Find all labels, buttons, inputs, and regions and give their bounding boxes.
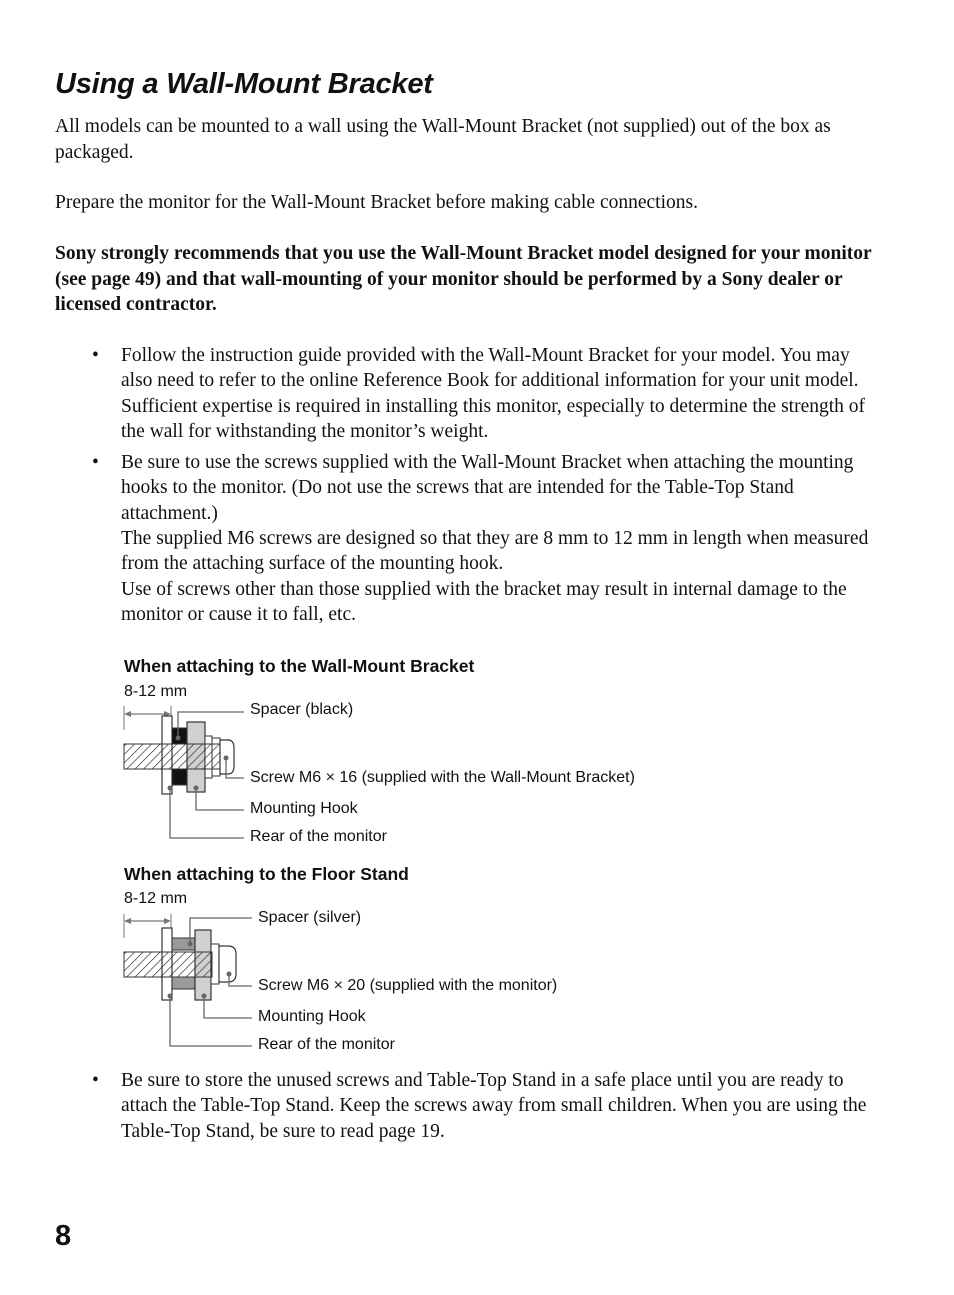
figure-wall-rear-label: Rear of the monitor <box>250 828 387 845</box>
leader-dot <box>227 972 232 977</box>
screw-head-part <box>219 946 236 982</box>
spacer-part <box>172 977 195 989</box>
leader-dot <box>188 942 193 947</box>
bullet-list <box>0 343 883 633</box>
list-item <box>0 450 883 627</box>
page-title: Using a Wall-Mount Bracket <box>55 68 433 100</box>
leader-line <box>170 996 252 1046</box>
figure-wall-hook-label: Mounting Hook <box>250 800 358 817</box>
screw-shaft-part <box>124 952 212 977</box>
recommendation-paragraph: Sony strongly recommends that you use the Wall-Mount Bracket model designed for your monitor (see page 49) and that wall-mounting of your monitor should be performed by a Sony dealer or licensed contractor. <box>55 243 872 315</box>
bullet-symbol: • <box>92 1070 99 1091</box>
leader-dot <box>176 736 181 741</box>
floor-stand-diagram <box>0 908 260 1058</box>
page-number: 8 <box>55 1220 72 1252</box>
screw-shaft-part <box>124 744 220 769</box>
leader-dot <box>168 994 173 999</box>
figure-wall-screw-label: Screw M6 × 16 (supplied with the Wall-Mount Bracket) <box>250 769 635 786</box>
figure-floor-rear-label: Rear of the monitor <box>258 1036 395 1053</box>
bullet-text: Follow the instruction guide provided with the Wall-Mount Bracket for your model. You may also need to refer to the online Reference Book for additional information for your unit model. Sufficient expertise is required in installing this monitor, especially to determine the strength of the wall for withstanding the monitor’s weight. <box>121 345 866 442</box>
bullet-text: The supplied M6 screws are designed so that they are 8 mm to 12 mm in length when measured from the attaching surface of the mounting hook. <box>121 528 869 575</box>
bullet-text: Be sure to store the unused screws and Table-Top Stand in a safe place until you are ready to attach the Table-Top Stand. Keep the screws away from small children. When you are using the Table-Top Stand, be sure to read page 19. <box>121 1070 867 1142</box>
arrow-right-icon <box>164 918 171 924</box>
bullet-symbol: • <box>92 345 99 366</box>
leader-dot <box>194 786 199 791</box>
figure-wall-spacer-label: Spacer (black) <box>250 701 354 718</box>
list-item <box>0 1068 883 1144</box>
figure-wall-title: When attaching to the Wall-Mount Bracket <box>124 656 475 676</box>
figure-floor-title: When attaching to the Floor Stand <box>124 864 409 884</box>
prepare-paragraph: Prepare the monitor for the Wall-Mount Bracket before making cable connections. <box>55 192 698 213</box>
wall-mount-diagram <box>0 700 260 850</box>
bullet-symbol: • <box>92 452 99 474</box>
bullet-list <box>0 1068 883 1150</box>
figure-floor-hook-label: Mounting Hook <box>258 1008 366 1025</box>
list-item <box>0 343 883 444</box>
figure-floor-dimension: 8-12 mm <box>124 890 188 907</box>
arrow-left-icon <box>124 711 131 717</box>
spacer-part <box>172 769 187 785</box>
bullet-text: Be sure to use the screws supplied with the Wall-Mount Bracket when attaching the mounting hooks to the monitor. (Do not use the screws that are intended for the Table-Top Stand attachment.) <box>121 452 854 524</box>
figure-floor-spacer-label: Spacer (silver) <box>258 909 362 926</box>
leader-dot <box>224 756 229 761</box>
bullet-text: Use of screws other than those supplied with the bracket may result in internal damage to the monitor or cause it to fall, etc. <box>121 578 847 625</box>
leader-dot <box>168 786 173 791</box>
leader-line <box>170 788 244 838</box>
figure-floor-screw-label: Screw M6 × 20 (supplied with the monitor) <box>258 977 558 994</box>
intro-paragraph: All models can be mounted to a wall using the Wall-Mount Bracket (not supplied) out of the box as packaged. <box>55 116 831 163</box>
arrow-left-icon <box>124 918 131 924</box>
leader-dot <box>202 994 207 999</box>
figure-wall-dimension: 8-12 mm <box>124 683 188 700</box>
